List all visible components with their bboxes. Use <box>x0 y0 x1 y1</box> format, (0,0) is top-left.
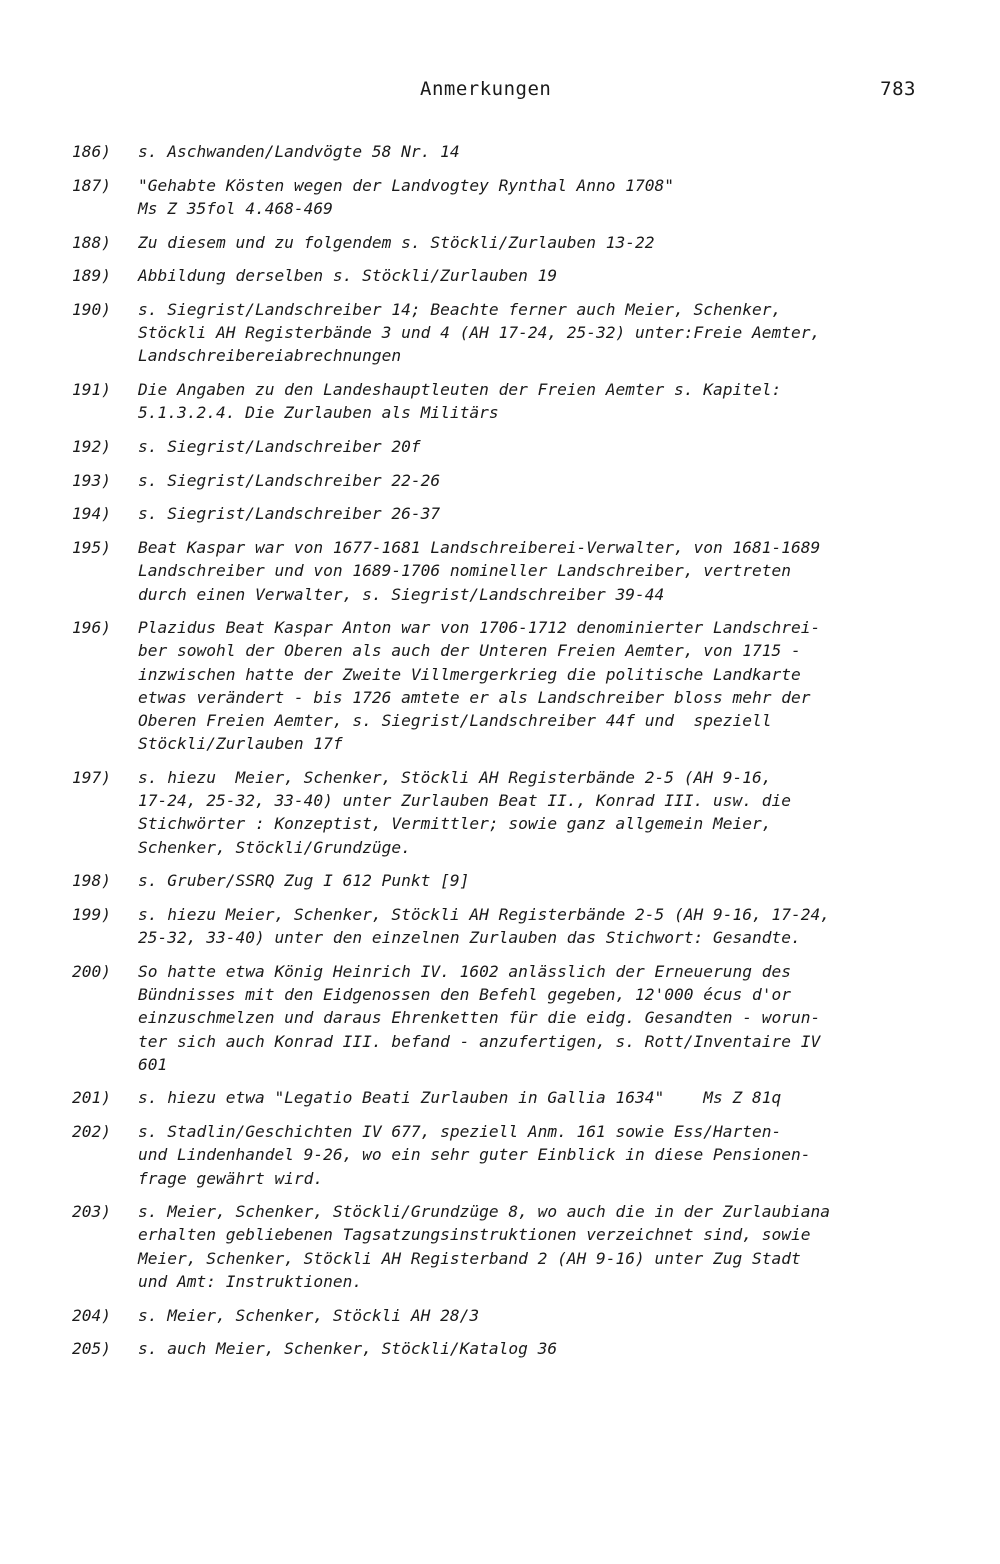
endnote-text-line: Bündnisses mit den Eidgenossen den Befehl gegeben, 12'000 écus d'or <box>138 985 791 1005</box>
endnote-text-line: 5.1.3.2.4. Die Zurlauben als Militärs <box>138 403 499 423</box>
endnote-text-line: s. Meier, Schenker, Stöckli AH 28/3 <box>138 1305 480 1325</box>
endnote-number: 193) <box>72 470 111 490</box>
endnote-text <box>138 231 938 254</box>
endnote-text-line: 17-24, 25-32, 33-40) unter Zurlauben Beat II., Konrad III. usw. die <box>138 791 791 811</box>
endnote-text-line: Stöckli/Zurlauben 17f <box>138 734 343 754</box>
endnote-number: 195) <box>72 538 111 558</box>
endnote-number: 191) <box>72 380 111 400</box>
endnote-text <box>138 435 938 458</box>
endnote-text <box>138 766 938 859</box>
endnote-item <box>0 140 1000 163</box>
endnote-text <box>138 1337 938 1360</box>
endnote-item <box>0 766 1000 859</box>
endnote-text-line: Beat Kaspar war von 1677-1681 Landschreiberei-Verwalter, von 1681-1689 <box>138 538 821 558</box>
endnote-text <box>138 469 938 492</box>
endnote-item <box>0 536 1000 606</box>
endnote-text-line: durch einen Verwalter, s. Siegrist/Landschreiber 39-44 <box>138 584 665 604</box>
endnote-text-line: Ms Z 35fol 4.468-469 <box>138 198 333 218</box>
endnote-text-line: Zu diesem und zu folgendem s. Stöckli/Zurlauben 13-22 <box>138 232 655 252</box>
endnotes-list <box>0 140 1000 1371</box>
endnote-text <box>138 1304 938 1327</box>
endnote-text-line: und Amt: Instruktionen. <box>138 1271 363 1291</box>
endnote-text-line: s. Siegrist/Landschreiber 26-37 <box>138 504 441 524</box>
endnote-number: 203) <box>72 1202 111 1222</box>
endnote-text-line: Die Angaben zu den Landeshauptleuten der Freien Aemter s. Kapitel: <box>138 380 782 400</box>
endnote-number: 201) <box>72 1088 111 1108</box>
endnote-text-line: einzuschmelzen und daraus Ehrenketten für die eidg. Gesandten - worun- <box>138 1008 821 1028</box>
endnote-number: 202) <box>72 1122 111 1142</box>
endnote-text-line: s. Siegrist/Landschreiber 22-26 <box>138 470 441 490</box>
endnote-number: 186) <box>72 142 111 161</box>
endnote-text-line: und Lindenhandel 9-26, wo ein sehr guter Einblick in diese Pensionen- <box>138 1145 811 1165</box>
endnote-text-line: s. Siegrist/Landschreiber 14; Beachte ferner auch Meier, Schenker, <box>138 300 782 320</box>
endnote-text-line: "Gehabte Kösten wegen der Landvogtey Rynthal Anno 1708" <box>138 175 675 195</box>
endnote-text-line: s. hiezu Meier, Schenker, Stöckli AH Registerbände 2-5 (AH 9-16, <box>138 767 772 787</box>
endnote-item <box>0 1086 1000 1109</box>
endnote-number: 198) <box>72 871 111 891</box>
endnote-item <box>0 1304 1000 1327</box>
endnote-text-line: s. Meier, Schenker, Stöckli/Grundzüge 8, wo auch die in der Zurlaubiana <box>138 1202 830 1222</box>
endnote-text <box>138 1086 938 1109</box>
endnote-item <box>0 264 1000 287</box>
endnote-text-line: s. auch Meier, Schenker, Stöckli/Katalog 36 <box>138 1339 558 1359</box>
endnote-text <box>138 616 938 755</box>
endnote-text-line: s. Aschwanden/Landvögte 58 Nr. 14 <box>138 142 460 161</box>
endnote-text-line: Stöckli AH Registerbände 3 und 4 (AH 17-24, 25-32) unter:Freie Aemter, <box>138 323 821 343</box>
endnote-number: 194) <box>72 504 111 524</box>
endnote-text <box>138 140 938 163</box>
endnote-text-line: inzwischen hatte der Zweite Villmergerkrieg die politische Landkarte <box>138 664 801 684</box>
endnote-text <box>138 264 938 287</box>
endnote-text-line: ber sowohl der Oberen als auch der Unteren Freien Aemter, von 1715 - <box>138 641 801 661</box>
endnote-item <box>0 435 1000 458</box>
endnote-number: 200) <box>72 961 111 981</box>
endnote-text <box>138 378 938 424</box>
endnote-number: 192) <box>72 437 111 457</box>
endnote-number: 196) <box>72 618 111 638</box>
endnote-text-line: 25-32, 33-40) unter den einzelnen Zurlauben das Stichwort: Gesandte. <box>138 928 801 948</box>
endnote-item <box>0 469 1000 492</box>
endnote-item <box>0 1200 1000 1293</box>
endnote-text <box>138 1120 938 1190</box>
endnote-item <box>0 869 1000 892</box>
endnote-text-line: Abbildung derselben s. Stöckli/Zurlauben 19 <box>138 266 558 286</box>
endnote-text-line: 601 <box>138 1054 168 1074</box>
endnote-text-line: etwas verändert - bis 1726 amtete er als Landschreiber bloss mehr der <box>138 687 811 707</box>
endnote-item <box>0 378 1000 424</box>
endnote-number: 205) <box>72 1339 111 1359</box>
endnote-text-line: ter sich auch Konrad III. befand - anzufertigen, s. Rott/Inventaire IV <box>138 1031 821 1051</box>
endnote-text-line: Schenker, Stöckli/Grundzüge. <box>138 837 411 857</box>
endnote-text-line: Meier, Schenker, Stöckli AH Registerband 2 (AH 9-16) unter Zug Stadt <box>138 1248 801 1268</box>
endnote-text-line: Landschreiber und von 1689-1706 nomineller Landschreiber, vertreten <box>138 561 791 581</box>
endnote-text <box>138 298 938 368</box>
endnote-text-line: Oberen Freien Aemter, s. Siegrist/Landschreiber 44f und speziell <box>138 711 772 731</box>
endnote-text-line: s. Gruber/SSRQ Zug I 612 Punkt [9] <box>138 871 470 891</box>
endnote-text <box>138 960 938 1076</box>
endnote-text-line: So hatte etwa König Heinrich IV. 1602 anlässlich der Erneuerung des <box>138 961 791 981</box>
endnote-text-line: erhalten gebliebenen Tagsatzungsinstruktionen verzeichnet sind, sowie <box>138 1225 811 1245</box>
endnote-text-line: frage gewährt wird. <box>138 1168 324 1188</box>
page-header <box>0 78 1000 104</box>
endnote-text <box>138 536 938 606</box>
endnote-number: 204) <box>72 1305 111 1325</box>
endnote-text-line: s. hiezu Meier, Schenker, Stöckli AH Registerbände 2-5 (AH 9-16, 17-24, <box>138 904 830 924</box>
endnote-text-line: s. Stadlin/Geschichten IV 677, speziell Anm. 161 sowie Ess/Harten- <box>138 1122 782 1142</box>
endnote-item <box>0 960 1000 1076</box>
endnote-text <box>138 502 938 525</box>
endnote-item <box>0 298 1000 368</box>
endnote-text-line: Landschreibereiabrechnungen <box>138 346 402 366</box>
endnote-text <box>138 174 938 220</box>
endnote-text-line: s. Siegrist/Landschreiber 20f <box>138 437 421 457</box>
endnote-item <box>0 231 1000 254</box>
endnote-item <box>0 502 1000 525</box>
endnote-text-line: s. hiezu etwa "Legatio Beati Zurlauben in Gallia 1634" Ms Z 81q <box>138 1088 782 1108</box>
endnote-number: 199) <box>72 904 111 924</box>
endnote-item <box>0 1120 1000 1190</box>
endnote-item <box>0 174 1000 220</box>
endnote-number: 190) <box>72 300 111 320</box>
endnote-text-line: Plazidus Beat Kaspar Anton war von 1706-1712 denominierter Landschrei- <box>138 618 821 638</box>
endnote-item <box>0 616 1000 755</box>
endnote-text-line: Stichwörter : Konzeptist, Vermittler; sowie ganz allgemein Meier, <box>138 814 772 834</box>
page-number: 783 <box>880 78 916 100</box>
page-title: Anmerkungen <box>420 78 552 100</box>
endnote-text <box>138 869 938 892</box>
endnote-number: 187) <box>72 175 111 195</box>
endnote-item <box>0 1337 1000 1360</box>
endnote-text <box>138 1200 938 1293</box>
endnote-number: 188) <box>72 232 111 252</box>
endnote-number: 189) <box>72 266 111 286</box>
endnote-text <box>138 903 938 949</box>
endnote-number: 197) <box>72 767 111 787</box>
endnote-item <box>0 903 1000 949</box>
